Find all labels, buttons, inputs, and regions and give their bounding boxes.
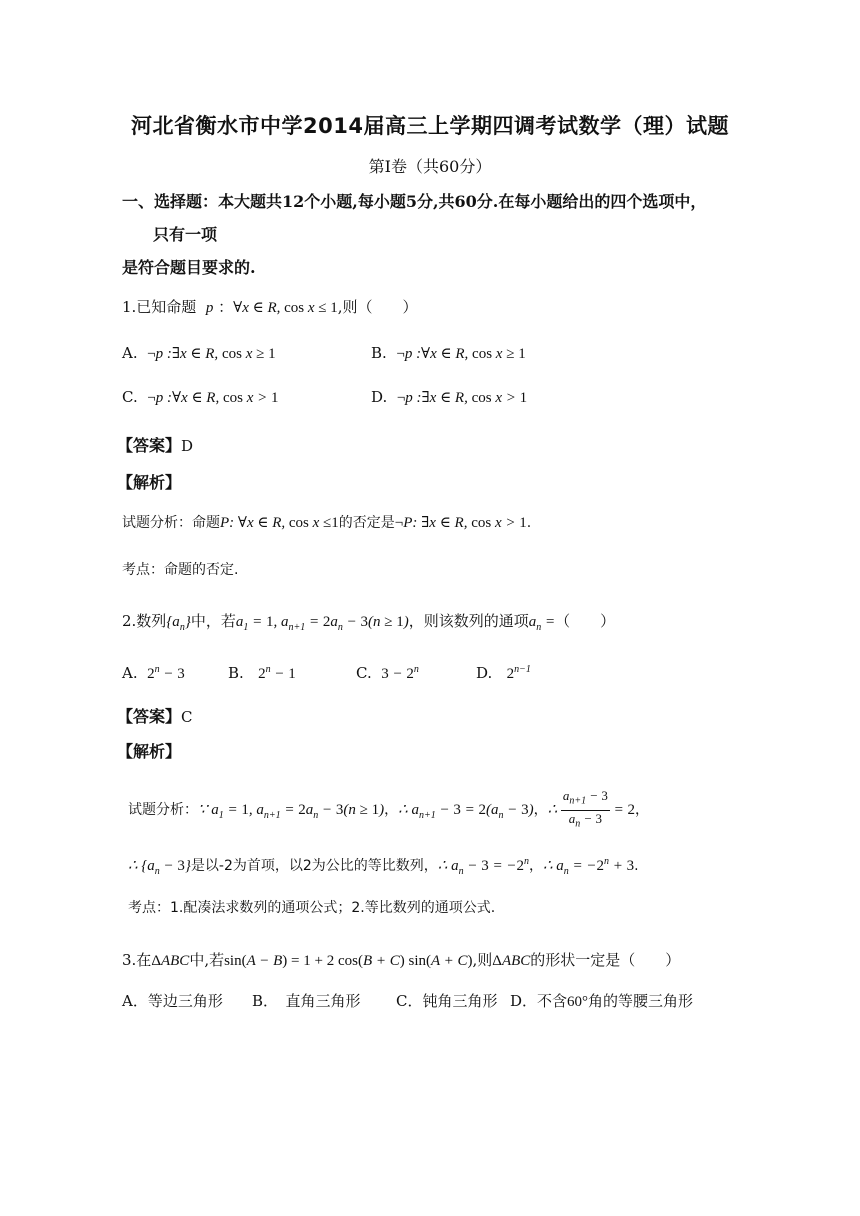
- question-3-stem: 3.在ΔABC中,若sin(A − B) = 1 + 2 cos(B + C) sin(A + C),则ΔABC的形状一定是（ ）: [122, 951, 681, 969]
- section-instructions-line3: 是符合题目要求的.: [122, 258, 256, 277]
- section-instructions-line1: 一、选择题：本大题共12个小题,每小题5分,共60分.在每小题给出的四个选项中，: [122, 192, 707, 211]
- question-2-analysis-line1: 试题分析：∵ $a_1 = 1$, $a_{n+1} = 2a_n - 3(n \ge 1)$，∴ $a_{n+1} - 3 = 2(a_n - 3)$，∴ $\frac{a_{n+1} - 3}{a_n - 3}$ = 2，: [128, 788, 650, 830]
- section-instructions-line2: 只有一项: [153, 225, 218, 244]
- question-1-answer: 【答案】D: [117, 436, 194, 455]
- question-3-option-b: B． 直角三角形: [252, 992, 361, 1010]
- question-2-answer: 【答案】C: [117, 707, 193, 726]
- page-title: 河北省衡水市中学2014届高三上学期四调考试数学（理）试题: [131, 114, 729, 138]
- question-1-option-a: A. ¬p :∃x ∈ R, cos x ≥ 1: [122, 344, 276, 362]
- question-1-option-c: C. ¬p :∀x ∈ R, cos x > 1: [122, 388, 279, 406]
- question-3-option-c: C．钝角三角形: [396, 992, 498, 1010]
- question-2-option-d: D. $2^{n-1}$: [476, 664, 531, 682]
- volume-heading: 第Ⅰ卷（共60分）: [368, 157, 492, 176]
- question-1-stem: 1.已知命题 p ：∀x ∈ R, cos x ≤ 1,则（ ）: [122, 298, 418, 316]
- question-1-analysis: 试题分析：命题P: ∀x ∈ R, cos x ≤1的否定是¬P: ∃x ∈ R, cos x > 1.: [122, 515, 532, 531]
- question-3-option-d: D．不含60°角的等腰三角形: [510, 992, 694, 1010]
- question-2-option-b: B. $2^n - 1$: [228, 664, 296, 682]
- question-1-option-d: D. ¬p :∃x ∈ R, cos x > 1: [371, 388, 528, 406]
- question-2-option-c: C. $3 - 2^n$: [356, 664, 419, 682]
- question-2-analysis-label: 【解析】: [117, 742, 182, 761]
- question-1-analysis-label: 【解析】: [117, 473, 182, 492]
- question-1-option-b: B. ¬p :∀x ∈ R, cos x ≥ 1: [371, 344, 526, 362]
- question-1-point: 考点：命题的否定.: [122, 562, 239, 578]
- question-2-option-a: A. $2^n - 3$: [122, 664, 185, 682]
- question-3-option-a: A．等边三角形: [122, 992, 223, 1010]
- question-2-point: 考点：1.配凑法求数列的通项公式；2.等比数列的通项公式.: [128, 900, 496, 916]
- question-2-stem: 2.数列$\{a_n\}$中，若$a_1 = 1$, $a_{n+1} = 2a_n - 3(n \ge 1)$，则该数列的通项$a_n$ =（ ）: [122, 612, 616, 633]
- question-2-analysis-line2: ∴ $\{a_n - 3\}$是以-2为首项，以2为公比的等比数列，∴ $a_n - 3 = -2^n$，∴ $a_n = -2^n + 3$.: [128, 856, 639, 877]
